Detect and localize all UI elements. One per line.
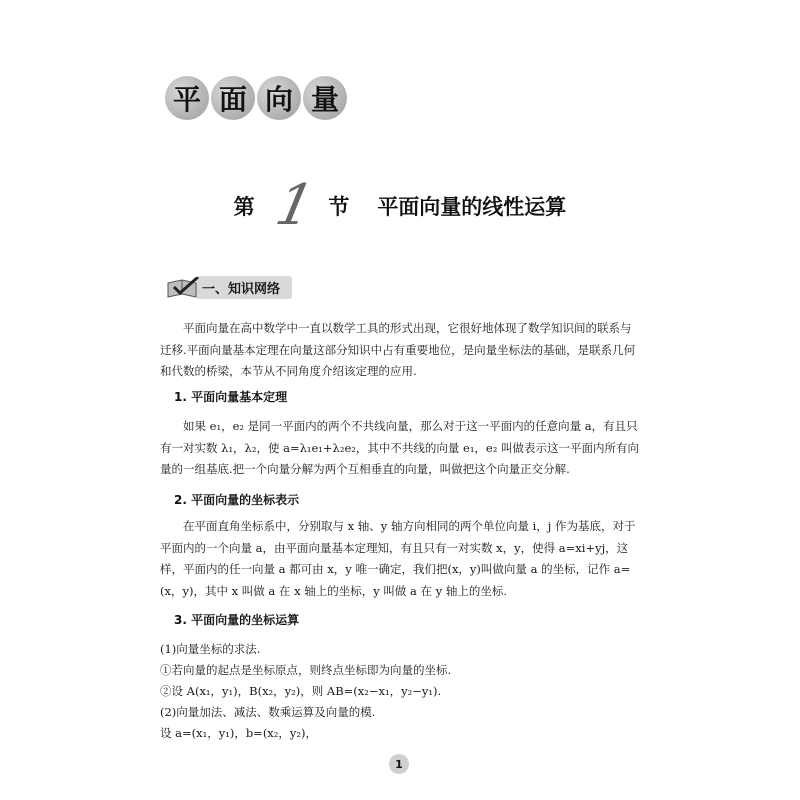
topic-body-1: 如果 e₁，e₂ 是同一平面内的两个不共线向量，那么对于这一平面内的任意向量 a，有且只有一对实数 λ₁，λ₂，使 a=λ₁e₁+λ₂e₂，其中不共线的向量 e₁，e₂ 叫做表示这一平面内所有向量的一组基底.把一个向量分解为两个互相垂直的向量，叫做把这个向量正交分解. [160, 419, 640, 476]
topic-heading-2: 2. 平面向量的坐标表示 [174, 493, 300, 507]
topic3-line: ②设 A(x₁，y₁)，B(x₂，y₂)，则 AB=(x₂−x₁，y₂−y₁). [160, 684, 442, 698]
chapter-title-char: 向 [257, 76, 301, 120]
chapter-title [165, 76, 347, 120]
topic-heading-1: 1. 平面向量基本定理 [174, 390, 288, 404]
topic3-line: ①若向量的起点是坐标原点，则终点坐标即为向量的坐标. [160, 663, 452, 677]
topic3-line: (1)向量坐标的求法. [160, 642, 261, 656]
section-heading [0, 173, 800, 238]
intro-paragraph: 平面向量在高中数学中一直以数学工具的形式出现，它很好地体现了数学知识间的联系与迁移.平面向量基本定理在向量这部分知识中占有重要地位，是向量坐标法的基础，是联系几何和代数的桥梁，本节从不同角度介绍该定理的应用. [160, 321, 636, 378]
chapter-title-char: 面 [211, 76, 255, 120]
chapter-title-char: 量 [303, 76, 347, 120]
banner-label: 一、知识网络 [196, 276, 292, 299]
section-prefix: 第 [233, 195, 255, 219]
topic-body-2: 在平面直角坐标系中，分别取与 x 轴、y 轴方向相同的两个单位向量 i，j 作为基底，对于平面内的一个向量 a，由平面向量基本定理知，有且只有一对实数 x，y，使得 a=xi+yj，这样，平面内的任一向量 a 都可由 x，y 唯一确定，我们把(x，y)叫做向量 a 的坐标，记作 a=(x，y)，其中 x 叫做 a 在 x 轴上的坐标，y 叫做 a 在 y 轴上的坐标. [160, 519, 636, 598]
page-number: 1 [389, 754, 409, 774]
topic-heading-3: 3. 平面向量的坐标运算 [174, 613, 300, 627]
book-check-icon [166, 277, 200, 299]
topic3-line: (2)向量加法、减法、数乘运算及向量的模. [160, 705, 376, 719]
chapter-title-char: 平 [165, 76, 209, 120]
knowledge-banner [166, 276, 292, 299]
section-suffix: 节 [328, 195, 350, 219]
section-title: 平面向量的线性运算 [377, 195, 567, 219]
section-number: 1 [269, 173, 320, 238]
topic3-line: 设 a=(x₁，y₁)，b=(x₂，y₂)， [160, 726, 317, 740]
